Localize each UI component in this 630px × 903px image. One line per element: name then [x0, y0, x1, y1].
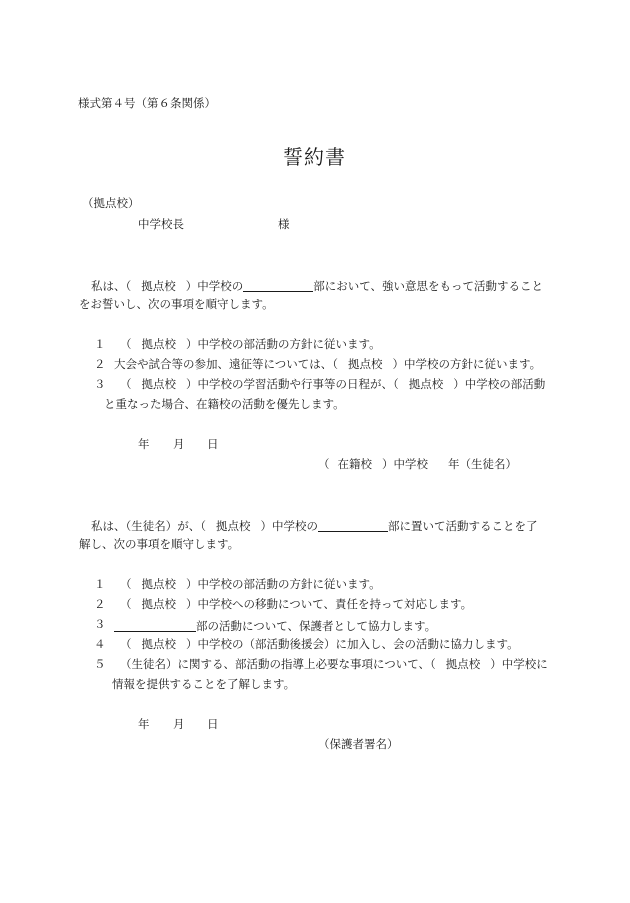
section1-kyoten: 拠点校 — [141, 279, 176, 293]
section1-item-3-num: ３ — [94, 377, 106, 391]
club-name-blank-2[interactable] — [318, 519, 388, 532]
section2-item-2: （ 拠点校 ）中学校への移動について、責任を持って対応します。 — [120, 597, 473, 611]
section1-date-month: 月 — [173, 437, 185, 451]
document-title: 誓約書 — [283, 145, 346, 169]
section2-item-3: 部の活動について、保護者として協力します。 — [114, 619, 436, 633]
addressee-principal: 中学校長 — [138, 217, 184, 231]
section2-item-5: （生徒名）に関する、部活動の指導上必要な事項について、（ 拠点校 ）中学校に — [120, 657, 548, 671]
section1-item-2: 大会や試合等の参加、遠征等については、（ 拠点校 ）中学校の方針に従います。 — [114, 357, 542, 371]
section2-item-5-line2: 情報を提供することを了解します。 — [112, 677, 296, 691]
section1-item-1: （ 拠点校 ）中学校の部活動の方針に従います。 — [120, 337, 381, 351]
section2-item-3-num: ３ — [94, 617, 106, 631]
section1-paragraph-line2: をお誓いし、次の事項を順守します。 — [79, 297, 274, 311]
section2-date-day: 日 — [207, 717, 219, 731]
section1-mid: ）中学校の — [185, 279, 244, 293]
section2-item-1: （ 拠点校 ）中学校の部活動の方針に従います。 — [120, 577, 381, 591]
section2-paragraph-line1: 私は、（生徒名）が、（ 拠点校 ）中学校の 部に置いて活動することを了 — [91, 519, 538, 533]
section1-post: 部において、強い意思をもって活動すること — [313, 279, 544, 293]
section1-item-3: （ 拠点校 ）中学校の学習活動や行事等の日程が、（ 拠点校 ）中学校の部活動 — [120, 377, 546, 391]
section2-paragraph-line2: 解し、次の事項を順守します。 — [79, 537, 240, 551]
section1-paragraph-line1 — [91, 279, 543, 293]
addressee-school-label: （拠点校） — [82, 196, 140, 210]
section2-item-1-num: １ — [94, 577, 106, 591]
form-number-label: 様式第４号（第６条関係） — [78, 96, 216, 110]
club-name-blank-3[interactable] — [114, 619, 196, 632]
addressee-honorific: 様 — [278, 217, 290, 231]
section2-item-4-num: ４ — [94, 637, 106, 651]
section1-pre: 私は、（ — [91, 279, 132, 293]
section1-date-day: 日 — [207, 437, 219, 451]
section2-signature: （保護者署名） — [318, 737, 399, 751]
section2-date-month: 月 — [173, 717, 185, 731]
section2-item-5-num: ５ — [94, 657, 106, 671]
section1-item-3-line2: と重なった場合、在籍校の活動を優先します。 — [104, 397, 345, 411]
section2-item-2-num: ２ — [94, 597, 106, 611]
section1-item-2-num: ２ — [94, 357, 106, 371]
club-name-blank[interactable] — [243, 279, 313, 292]
section1-signature: （ 在籍校 ）中学校 年（生徒名） — [318, 457, 517, 471]
section1-item-1-num: １ — [94, 337, 106, 351]
section2-date-year: 年 — [138, 717, 150, 731]
section2-item-4: （ 拠点校 ）中学校の（部活動後援会）に加入し、会の活動に協力します。 — [120, 637, 519, 651]
section1-date-year: 年 — [138, 437, 150, 451]
